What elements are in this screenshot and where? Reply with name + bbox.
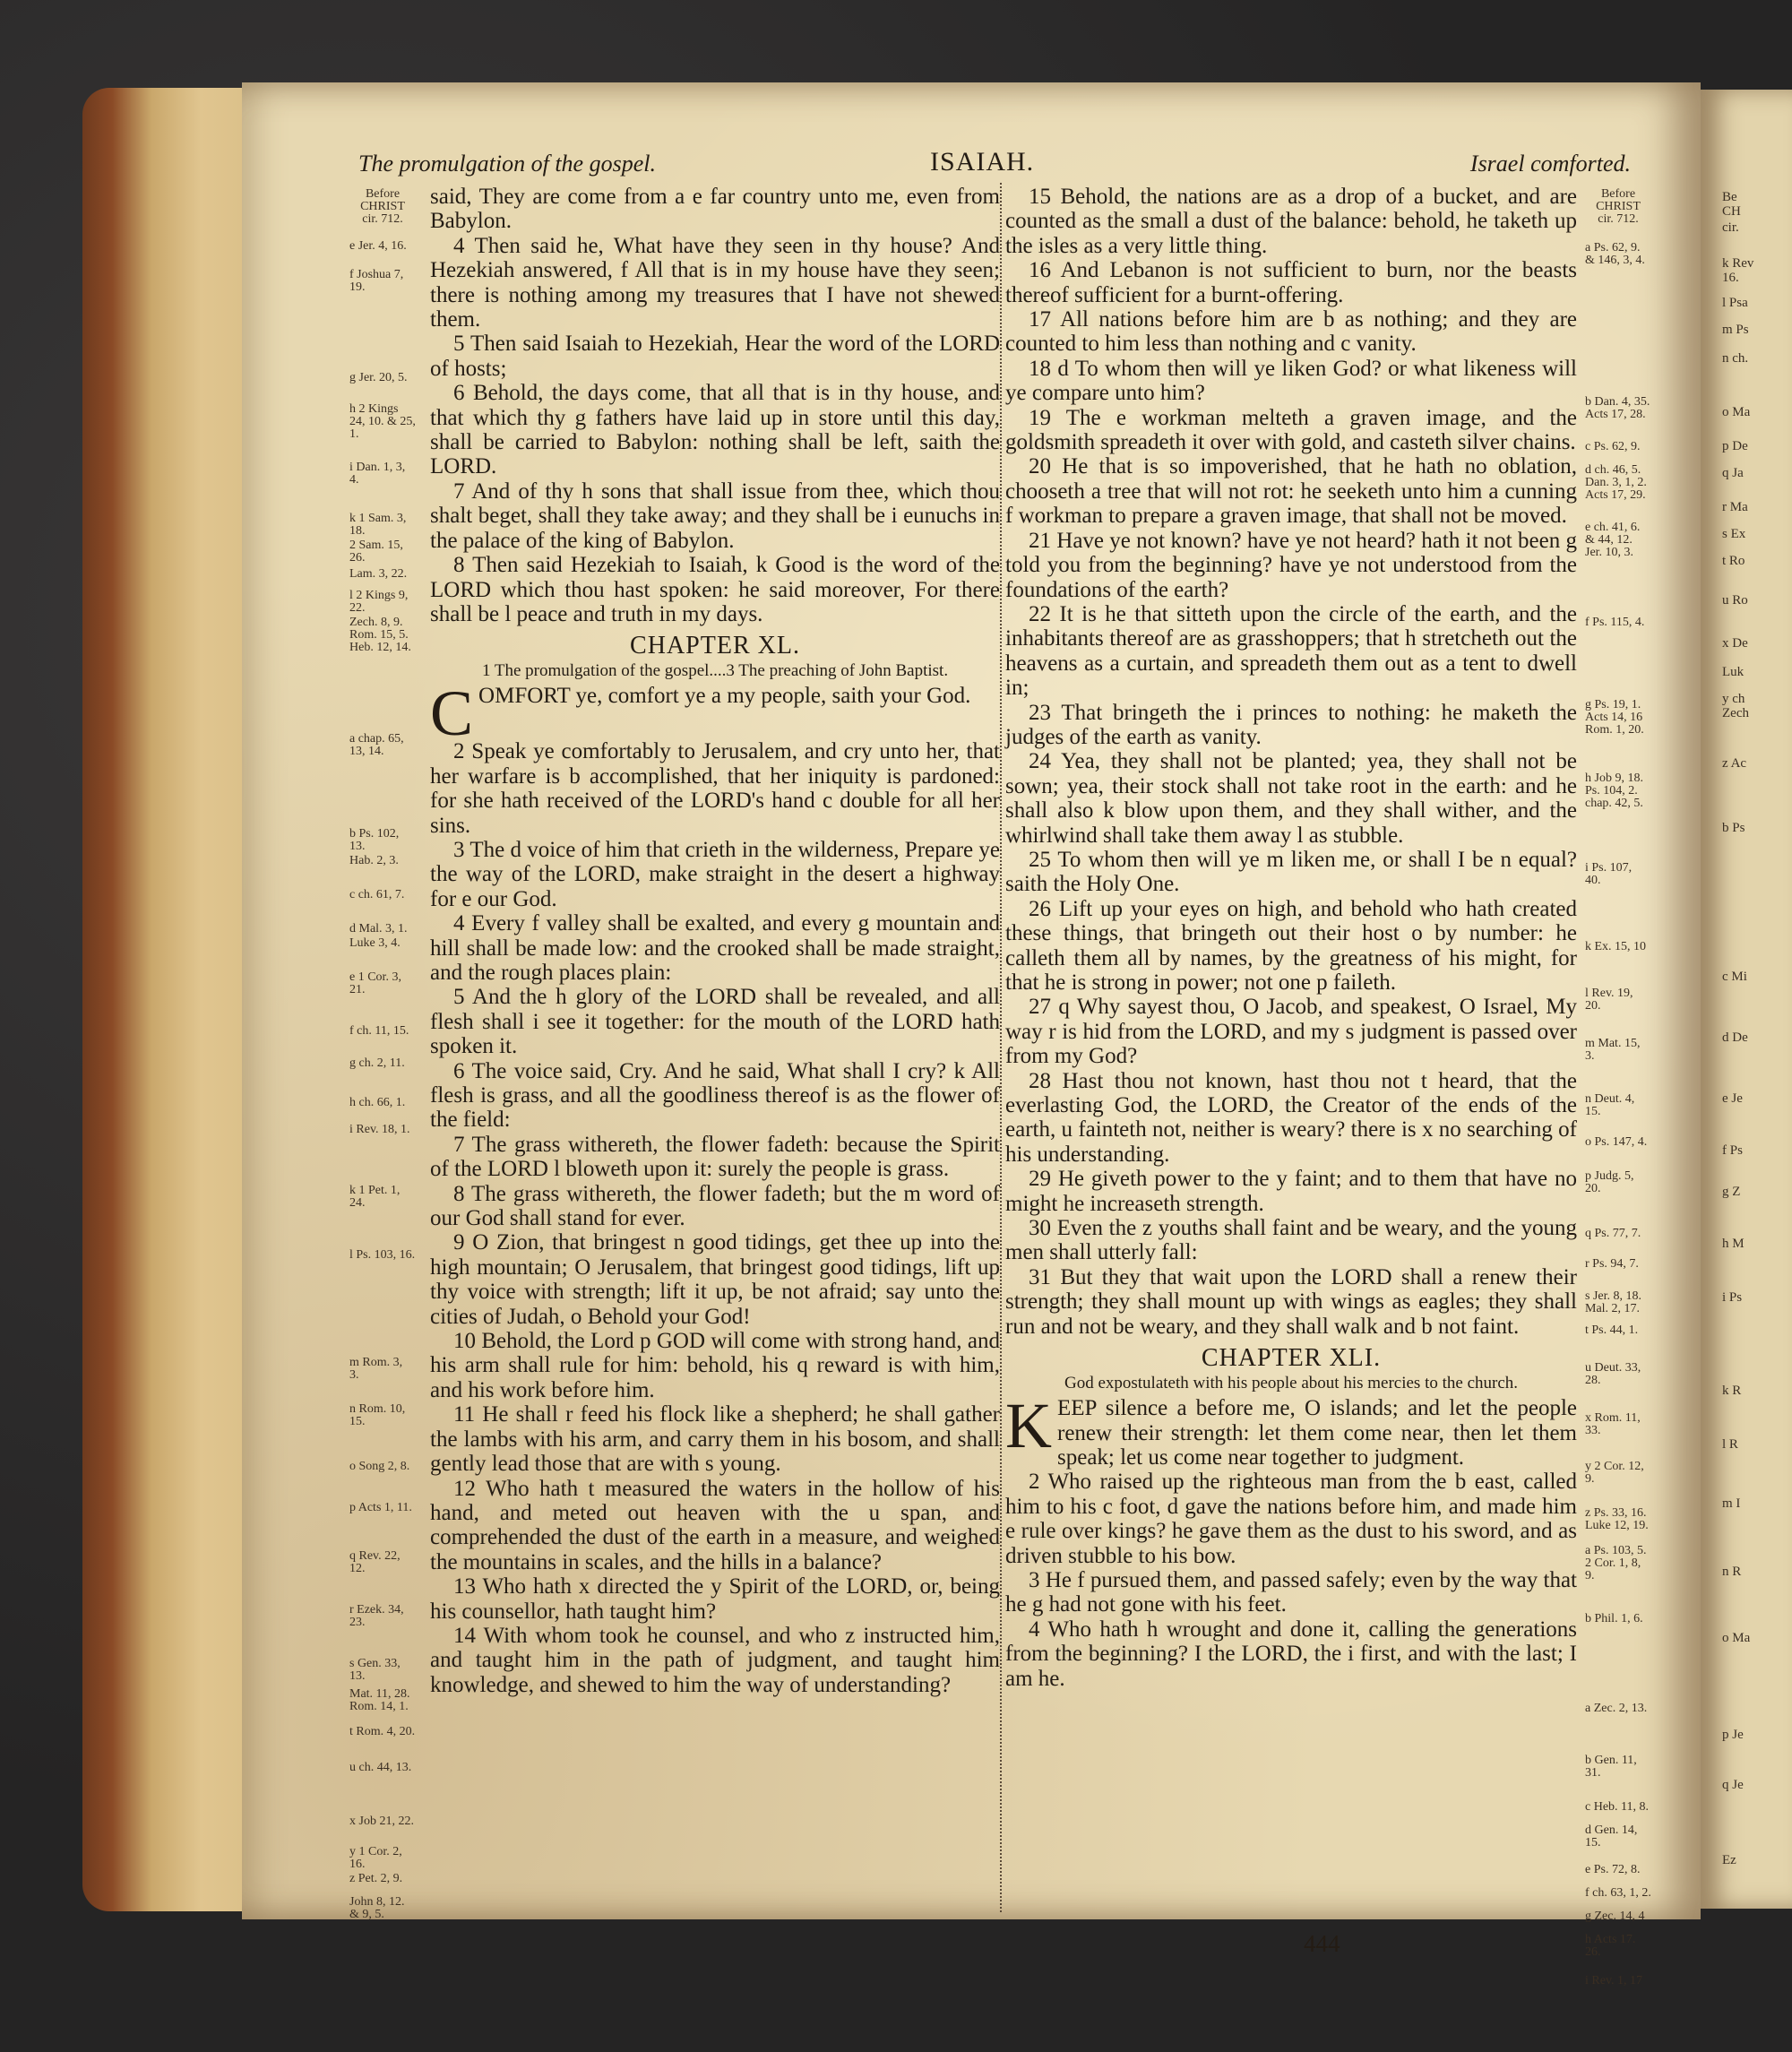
margin-reference: z Pet. 2, 9. xyxy=(349,1872,403,1885)
verse-text: 15 Behold, the nations are as a drop of a bucket, and are counted as the small a dust of the balance: behold, he taketh up the isles as a very little thing. xyxy=(1005,185,1577,258)
next-page-fragment: x De xyxy=(1722,636,1748,651)
next-page-fragment: Luk xyxy=(1722,665,1745,679)
verse-text: 12 Who hath t measured the waters in the hollow of his hand, and meted out heaven with the u span, and comprehended the dust of the earth in a measure, and weighed the mountains in scales, and the hills in a balance? xyxy=(430,1476,1000,1574)
left-text-column xyxy=(430,185,1000,1697)
verse-text: 4 Who hath h wrought and done it, calling the generations from the beginning? I the LORD, the i first, and with the last; I am he. xyxy=(1005,1617,1577,1691)
verse-text: 30 Even the z youths shall faint and be weary, and the young men shall utterly fall: xyxy=(1005,1216,1577,1265)
next-page-fragment: f Ps xyxy=(1722,1143,1743,1158)
margin-reference: y 1 Cor. 2, 16. xyxy=(349,1845,402,1871)
next-page-fragment: h M xyxy=(1722,1237,1745,1251)
column-divider xyxy=(1000,183,1002,1912)
verse-text: OMFORT ye, comfort ye a my people, saith your God. xyxy=(478,684,971,709)
margin-reference: g Ps. 19, 1. Acts 14, 16 Rom. 1, 20. xyxy=(1585,698,1644,737)
next-page-fragment: u Ro xyxy=(1722,593,1748,608)
verse-text: 29 He giveth power to the y faint; and to them that have no might he increaseth strength. xyxy=(1005,1167,1577,1216)
margin-reference: q Ps. 77, 7. xyxy=(1585,1227,1641,1240)
next-page-fragment: n ch. xyxy=(1722,351,1749,366)
margin-reference: l Rev. 19, 20. xyxy=(1585,987,1633,1013)
margin-reference: l 2 Kings 9, 22. xyxy=(349,589,409,615)
verse-text: 7 And of thy h sons that shall issue from thee, which thou shalt beget, shall they take away; and they shall be i eunuchs in the palace of the king of Babylon. xyxy=(430,479,1000,553)
verse-text: 5 Then said Isaiah to Hezekiah, Hear the word of the LORD of hosts; xyxy=(430,332,1000,381)
right-text-column xyxy=(1005,185,1577,1691)
margin-reference: a Zec. 2, 13. xyxy=(1585,1702,1648,1715)
margin-reference: b Dan. 4, 35. Acts 17, 28. xyxy=(1585,395,1650,421)
margin-reference: Mat. 11, 28. xyxy=(349,1687,410,1701)
verse-text: 10 Behold, the Lord p GOD will come with strong hand, and his arm shall rule for him: behold, his q reward is with him, and his work before him. xyxy=(430,1329,1000,1402)
verse-text: 16 And Lebanon is not sufficient to burn, nor the beasts thereof sufficient for a burnt-offering. xyxy=(1005,258,1577,307)
verse-text: 5 And the h glory of the LORD shall be revealed, and all flesh shall i see it together: for the mouth of the LORD hath spoken it. xyxy=(430,985,1000,1059)
margin-reference: k Ex. 15, 10 xyxy=(1585,940,1647,953)
next-page-fragment: Be xyxy=(1722,190,1737,204)
verse-text: 26 Lift up your eyes on high, and behold who hath created these things, that bringeth out their host o by number: he calleth them all by names, by the greatness of his might, for that he is strong in power; not one p faileth. xyxy=(1005,896,1577,995)
next-page-fragment: q Je xyxy=(1722,1778,1744,1792)
margin-reference: Rom. 14, 1. xyxy=(349,1700,409,1713)
margin-reference: 2 Sam. 15, 26. xyxy=(349,539,403,565)
next-page-fragment: CH xyxy=(1722,204,1741,219)
verse-text: 8 The grass withereth, the flower fadeth; but the m word of our God shall stand for ever. xyxy=(430,1181,1000,1231)
verse-text: 11 He shall r feed his flock like a shepherd; he shall gather the lambs with his arm, and carry them in his bosom, and shall gently lead those that are with s young. xyxy=(430,1402,1000,1477)
margin-reference: g Jer. 20, 5. xyxy=(349,371,408,384)
next-page-fragment: m Ps xyxy=(1722,323,1749,337)
verse-text: 27 q Why sayest thou, O Jacob, and speakest, O Israel, My way r is hid from the LORD, and my s judgment is passed over from my God? xyxy=(1005,995,1577,1069)
margin-reference: f ch. 63, 1, 2. xyxy=(1585,1886,1651,1900)
chapter-summary: God expostulateth with his people about his mercies to the church. xyxy=(1064,1374,1519,1393)
chapter-first-verse xyxy=(430,677,1000,750)
margin-reference: John 8, 12. xyxy=(349,1895,405,1909)
verse-text: 13 Who hath x directed the y Spirit of the LORD, or, being his counsellor, hath taught him? xyxy=(430,1574,1000,1624)
verse-text: 9 O Zion, that bringest n good tidings, get thee up into the high mountain; O Jerusalem, that bringest good tidings, lift up thy voice with strength; lift it up, be not afraid; say unto the cities of Judah, o Behold your God! xyxy=(430,1230,1000,1329)
margin-reference: a Ps. 103, 5. 2 Cor. 1, 8, 9. xyxy=(1585,1544,1647,1582)
verse-text: said, They are come from a e far country unto me, even from Babylon. xyxy=(430,185,1000,234)
verse-text: 28 Hast thou not known, hast thou not t heard, that the everlasting God, the LORD, the Creator of the ends of the earth, u fainteth not, neither is weary? there is x no searching of his understanding. xyxy=(1005,1068,1577,1167)
verse-text: 4 Every f valley shall be exalted, and every g mountain and hill shall be made low: and the crooked shall be made straight, and the rough places plain: xyxy=(430,911,1000,985)
margin-reference: f ch. 11, 15. xyxy=(349,1024,409,1038)
chapter-first-verse xyxy=(1005,1390,1577,1470)
margin-reference: d ch. 46, 5. Dan. 3, 1, 2. Acts 17, 29. xyxy=(1585,463,1647,502)
margin-reference: d Mal. 3, 1. xyxy=(349,922,408,935)
margin-reference: f Joshua 7, 19. xyxy=(349,268,404,294)
verse-text: 2 Speak ye comfortably to Jerusalem, and cry unto her, that her warfare is b accomplished, that her iniquity is pardoned: for she hath received of the LORD's hand c double for all her sins. xyxy=(430,739,1000,838)
margin-reference: x Job 21, 22. xyxy=(349,1815,414,1828)
next-page-fragment: p Je xyxy=(1722,1728,1744,1742)
verse-text: 23 That bringeth the i princes to nothing: he maketh the judges of the earth as vanity. xyxy=(1005,700,1577,749)
margin-reference: Rom. 15, 5. xyxy=(349,628,409,642)
next-page-fragment: t Ro xyxy=(1722,554,1745,568)
drop-cap: C xyxy=(430,677,474,750)
verse-text: 2 Who raised up the righteous man from the b east, called him to his c foot, d gave the nations before him, and made him e rule over kings? he gave them as the dust to his sword, and as driven stubble to his bow. xyxy=(1005,1470,1577,1568)
book-page xyxy=(242,82,1701,1987)
margin-reference: h ch. 66, 1. xyxy=(349,1096,406,1109)
margin-reference: & 9, 5. xyxy=(349,1908,384,1921)
verse-text: 7 The grass withereth, the flower fadeth: because the Spirit of the LORD l bloweth upon it: surely the people is grass. xyxy=(430,1132,1000,1182)
next-page-fragment: cir. xyxy=(1722,220,1739,235)
margin-reference: t Rom. 4, 20. xyxy=(349,1725,416,1738)
verse-text: 31 But they that wait upon the LORD shall a renew their strength; they shall mount up with wings as eagles; they shall run and not be weary, and they shall walk and b not faint. xyxy=(1005,1264,1577,1339)
running-head-left: The promulgation of the gospel. xyxy=(358,151,656,177)
next-page-fragment: i Ps xyxy=(1722,1290,1743,1305)
margin-reference: y 2 Cor. 12, 9. xyxy=(1585,1460,1644,1486)
margin-reference: s Jer. 8, 18. Mal. 2, 17. xyxy=(1585,1289,1641,1315)
margin-reference: e Ps. 72, 8. xyxy=(1585,1863,1641,1876)
margin-reference: o Ps. 147, 4. xyxy=(1585,1135,1648,1149)
next-page-fragment: k R xyxy=(1722,1384,1742,1398)
margin-reference: l Ps. 103, 16. xyxy=(349,1248,416,1262)
margin-reference: o Song 2, 8. xyxy=(349,1460,410,1473)
next-page-fragment: b Ps xyxy=(1722,821,1745,835)
margin-reference: k 1 Sam. 3, 18. xyxy=(349,512,407,538)
verse-text: 6 The voice said, Cry. And he said, What shall I cry? k All flesh is grass, and all the goodliness thereof is as the flower of the field: xyxy=(430,1058,1000,1133)
running-head xyxy=(358,147,1631,183)
verse-text: 6 Behold, the days come, that all that is in thy house, and that which thy g fathers have laid up in store until this day, shall be carried to Babylon: nothing shall be left, saith the LORD. xyxy=(430,381,1000,479)
next-page-fragment: p De xyxy=(1722,439,1748,453)
margin-reference: n Rom. 10, 15. xyxy=(349,1402,406,1428)
margin-reference: m Mat. 15, 3. xyxy=(1585,1037,1641,1063)
margin-reference: h 2 Kings 24, 10. & 25, 1. xyxy=(349,402,416,441)
margin-reference: g ch. 2, 11. xyxy=(349,1056,405,1070)
margin-reference: i Rev. 1, 17 xyxy=(1585,1974,1643,1987)
margin-reference: e Jer. 4, 16. xyxy=(349,239,407,253)
margin-reference: m Rom. 3, 3. xyxy=(349,1356,403,1382)
running-head-right: Israel comforted. xyxy=(1469,151,1631,177)
running-head-book-title: ISAIAH. xyxy=(930,147,1035,177)
margin-reference: h Job 9, 18. Ps. 104, 2. chap. 42, 5. xyxy=(1585,772,1643,810)
margin-reference: k 1 Pet. 1, 24. xyxy=(349,1184,401,1210)
margin-reference: x Rom. 11, 33. xyxy=(1585,1411,1641,1437)
margin-reference: p Judg. 5, 20. xyxy=(1585,1169,1634,1195)
margin-reference: r Ps. 94, 7. xyxy=(1585,1257,1639,1271)
margin-reference: b Ps. 102, 13. xyxy=(349,827,400,853)
chapter-heading: CHAPTER XL. xyxy=(630,632,800,660)
margin-reference: c Ps. 62, 9. xyxy=(1585,440,1641,453)
margin-reference: t Ps. 44, 1. xyxy=(1585,1323,1639,1337)
margin-reference: n Deut. 4, 15. xyxy=(1585,1092,1635,1118)
next-page-fragment: n R xyxy=(1722,1565,1742,1579)
margin-reference: d Gen. 14, 15. xyxy=(1585,1824,1638,1849)
next-page-fragment: 16. xyxy=(1722,271,1739,285)
margin-reference: p Acts 1, 11. xyxy=(349,1501,412,1514)
next-page-fragment: c Mi xyxy=(1722,970,1747,984)
margin-reference: s Gen. 33, 13. xyxy=(349,1657,401,1683)
margin-reference: r Ezek. 34, 23. xyxy=(349,1603,404,1629)
verse-text: 20 He that is so impoverished, that he hath no oblation, chooseth a tree that will not rot: he seeketh unto him a cunning f workman to prepare a graven image, that shall not be moved. xyxy=(1005,454,1577,529)
next-page-fragment: z Ac xyxy=(1722,756,1747,771)
verse-text: 24 Yea, they shall not be planted; yea, they shall not be sown; yea, their stock shall not take root in the earth: and he shall also k blow upon them, and they shall wither, and the whirlwind shall take them away l as stubble. xyxy=(1005,749,1577,848)
margin-reference: b Phil. 1, 6. xyxy=(1585,1612,1643,1625)
verse-text: 22 It is he that sitteth upon the circle of the earth, and the inhabitants thereof are as grasshoppers; that h stretcheth out the heavens as a curtain, and spreadeth them out as a tent to dwell in; xyxy=(1005,601,1577,701)
margin-reference: z Ps. 33, 16. Luke 12, 19. xyxy=(1585,1506,1649,1532)
next-page-fragment: Zech xyxy=(1722,706,1749,720)
next-page-fragment: m I xyxy=(1722,1496,1741,1511)
margin-reference: i Dan. 1, 3, 4. xyxy=(349,461,406,487)
verse-text: 19 The e workman melteth a graven image, and the goldsmith spreadeth it over with gold, and casteth silver chains. xyxy=(1005,405,1577,455)
verse-text: 14 With whom took he counsel, and who z instructed him, and taught him in the path of judgment, and taught him knowledge, and shewed to him the way of understanding? xyxy=(430,1623,1000,1697)
margin-reference: Hab. 2, 3. xyxy=(349,854,399,867)
next-page-fragment: y ch xyxy=(1722,692,1745,706)
margin-reference: q Rev. 22, 12. xyxy=(349,1549,401,1575)
verse-text: EEP silence a before me, O islands; and let the people renew their strength: let them come near, then let them speak; let us come near together to judgment. xyxy=(1057,1396,1577,1470)
margin-reference: Zech. 8, 9. xyxy=(349,616,403,629)
margin-reference: i Ps. 107, 40. xyxy=(1585,861,1633,887)
next-page-edge xyxy=(1701,90,1792,1909)
verse-text: 25 To whom then will ye m liken me, or shall I be n equal? saith the Holy One. xyxy=(1005,847,1577,897)
page-number: 444 xyxy=(1304,1930,1340,1957)
verse-text: 3 The d voice of him that crieth in the wilderness, Prepare ye the way of the LORD, make straight in the desert a highway for e our God. xyxy=(430,837,1000,911)
next-page-fragment: l R xyxy=(1722,1437,1738,1452)
next-page-fragment: r Ma xyxy=(1722,500,1748,514)
chapter-summary: 1 The promulgation of the gospel....3 The preaching of John Baptist. xyxy=(481,661,949,681)
next-page-fragment: s Ex xyxy=(1722,527,1746,541)
next-page-fragment: Ez xyxy=(1722,1853,1736,1867)
margin-reference: c Heb. 11, 8. xyxy=(1585,1800,1650,1814)
verse-text: 18 d To whom then will ye liken God? or what likeness will ye compare unto him? xyxy=(1005,356,1577,406)
margin-reference: Lam. 3, 22. xyxy=(349,567,408,581)
drop-cap: K xyxy=(1005,1390,1052,1462)
verse-text: 3 He f pursued them, and passed safely; even by the way that he g had not gone with his feet. xyxy=(1005,1567,1577,1617)
margin-reference: a chap. 65, 13, 14. xyxy=(349,732,404,758)
next-page-fragment: k Rev xyxy=(1722,256,1754,271)
next-page-fragment: o Ma xyxy=(1722,1631,1751,1645)
margin-reference: f Ps. 115, 4. xyxy=(1585,616,1645,629)
next-page-fragment: o Ma xyxy=(1722,405,1751,419)
next-page-fragment: g Z xyxy=(1722,1185,1741,1199)
margin-date-note: Before CHRIST cir. 712. xyxy=(1596,187,1641,226)
margin-reference: e 1 Cor. 3, 21. xyxy=(349,970,401,996)
margin-reference: a Ps. 62, 9. & 146, 3, 4. xyxy=(1585,241,1645,267)
margin-reference: h Acts 17. 26. xyxy=(1585,1933,1636,1959)
margin-reference: Heb. 12, 14. xyxy=(349,641,411,654)
next-page-fragment: d De xyxy=(1722,1030,1748,1045)
chapter-heading: CHAPTER XLI. xyxy=(1201,1344,1382,1373)
next-page-fragment: l Psa xyxy=(1722,296,1748,310)
next-page-fragment: e Je xyxy=(1722,1091,1743,1106)
verse-text: 21 Have ye not known? have ye not heard? hath it not been g told you from the beginning? have ye not understood from the foundations of the earth? xyxy=(1005,528,1577,602)
margin-reference: b Gen. 11, 31. xyxy=(1585,1754,1637,1780)
verse-text: 4 Then said he, What have they seen in thy house? And Hezekiah answered, f All that is in my house have they seen; there is nothing among my treasures that I have not shewed them. xyxy=(430,233,1000,332)
margin-date-note: Before CHRIST cir. 712. xyxy=(360,187,405,226)
margin-reference: e ch. 41, 6. & 44, 12. Jer. 10, 3. xyxy=(1585,521,1641,559)
margin-reference: i Rev. 18, 1. xyxy=(349,1123,410,1136)
verse-text: 17 All nations before him are b as nothing; and they are counted to him less than nothing and c vanity. xyxy=(1005,307,1577,357)
margin-reference: u Deut. 33, 28. xyxy=(1585,1361,1641,1387)
next-page-fragment: q Ja xyxy=(1722,466,1744,480)
margin-reference: c ch. 61, 7. xyxy=(349,888,405,901)
margin-reference: g Zec. 14, 4 xyxy=(1585,1910,1645,1923)
margin-reference: Luke 3, 4. xyxy=(349,936,401,950)
verse-text: 8 Then said Hezekiah to Isaiah, k Good is the word of the LORD which thou hast spoken: he said moreover, For there shall be l peace and truth in my days. xyxy=(430,553,1000,626)
margin-reference: u ch. 44, 13. xyxy=(349,1761,412,1774)
